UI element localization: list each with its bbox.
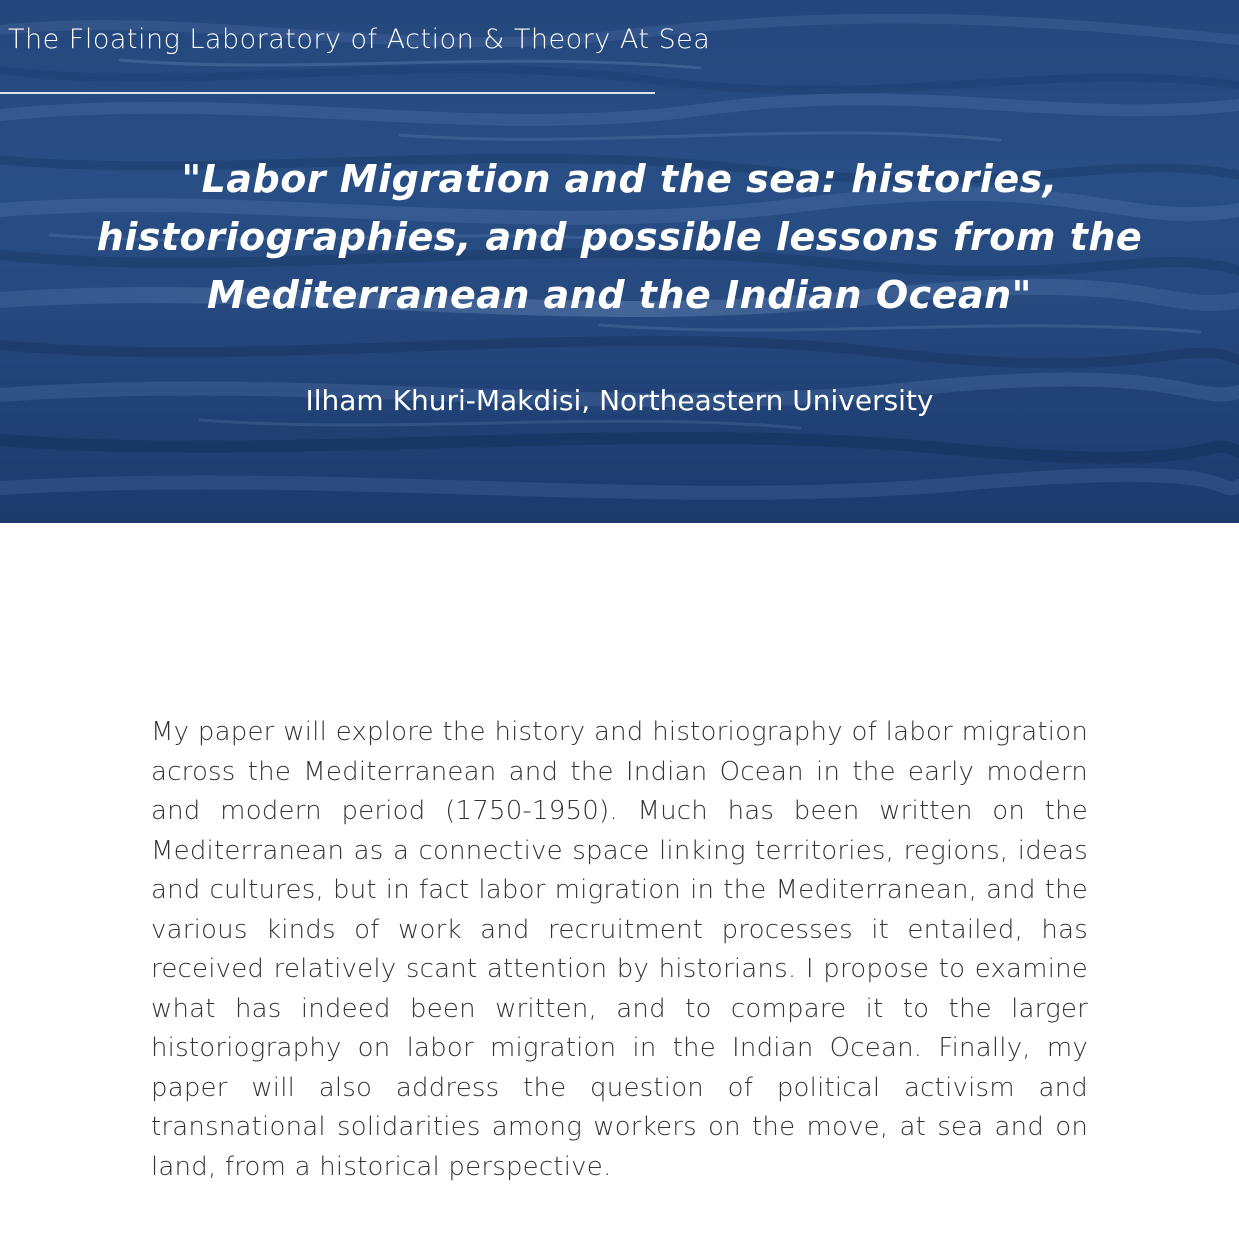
- abstract-paragraph: My paper will explore the history and historiography of labor migration across the Mediterranean and the Indian Ocean in the early modern and modern period (1750-1950). Much has been written on the Mediterranean as a connective space linking territories, regions, ideas and cultures, but in fact labor migration in the Mediterranean, and the various kinds of work and recruitment processes it entailed, has received relatively scant attention by historians. I propose to examine what has indeed been written, and to compare it to the larger historiography on labor migration in the Indian Ocean. Finally, my paper will also address the question of political activism and transnational solidarities among workers on the move, at sea and on land, from a historical perspective.: [151, 717, 1088, 1182]
- speaker-name: Ilham Khuri-Makdisi, Northeastern University: [305, 384, 934, 417]
- title-divider: [0, 92, 655, 94]
- site-title: The Floating Laboratory of Action & Theory At Sea: [8, 24, 711, 55]
- hero-banner: [0, 0, 1239, 523]
- talk-title: "Labor Migration and the sea: histories, historiographies, and possible lessons from the Mediterranean and the Indian Ocean": [96, 157, 1143, 317]
